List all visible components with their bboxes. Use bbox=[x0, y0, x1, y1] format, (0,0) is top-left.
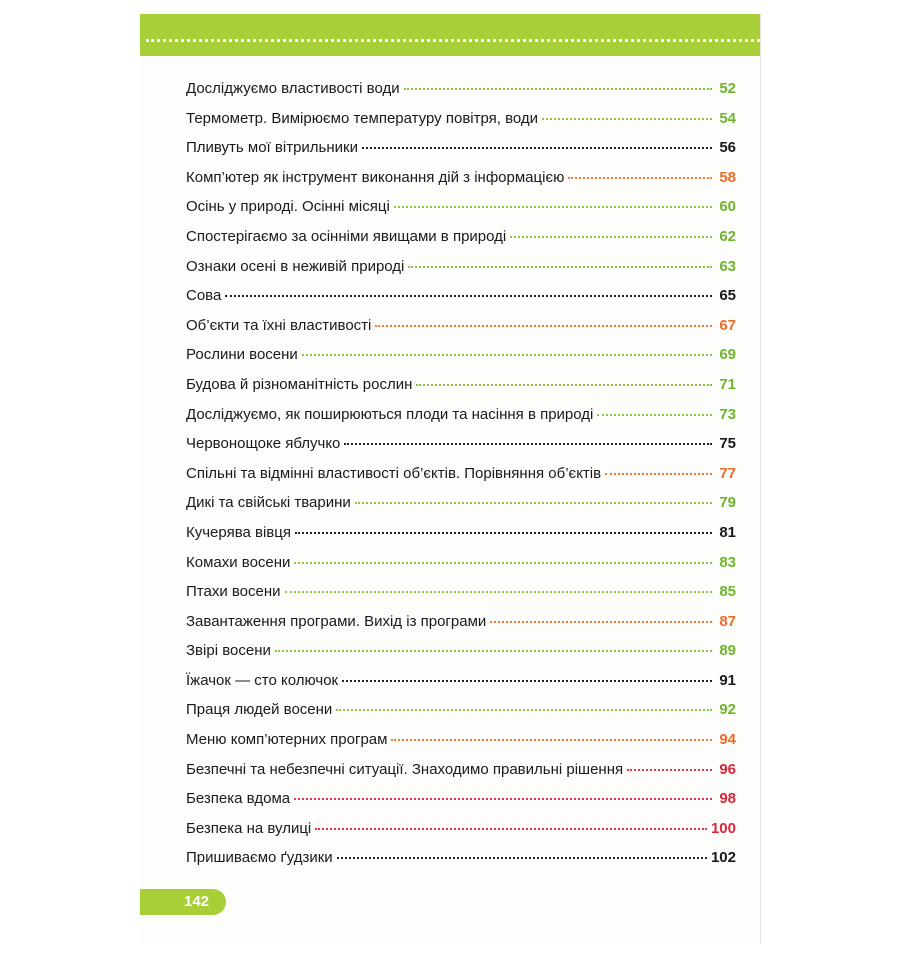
toc-entry-page: 87 bbox=[719, 612, 736, 630]
toc-entry-page: 89 bbox=[719, 642, 736, 660]
toc-entry-title: Пливуть мої вітрильники bbox=[186, 139, 358, 157]
toc-entry-title: Птахи восени bbox=[186, 583, 281, 601]
toc-entry[interactable] bbox=[186, 672, 736, 702]
dot-leader bbox=[391, 739, 712, 741]
toc-entry-title: Їжачок — сто колючок bbox=[186, 671, 339, 689]
toc-entry-page: 94 bbox=[719, 731, 736, 749]
toc-entry-page: 52 bbox=[719, 80, 736, 97]
dot-leader bbox=[404, 88, 712, 90]
toc-entry-page: 62 bbox=[719, 227, 736, 245]
toc-entry-page: 79 bbox=[719, 494, 736, 512]
dot-leader bbox=[275, 650, 712, 652]
toc-entry[interactable] bbox=[186, 524, 736, 554]
toc-entry-title: Комп’ютер як інструмент виконання дій з інформацією bbox=[186, 168, 565, 186]
toc-entry-title: Спостерігаємо за осінніми явищами в природі bbox=[186, 227, 507, 245]
dot-leader bbox=[408, 266, 712, 268]
toc-entry-title: Меню комп’ютерних програм bbox=[186, 731, 388, 749]
toc-entry[interactable] bbox=[186, 849, 736, 879]
dot-leader bbox=[568, 177, 712, 179]
toc-entry[interactable] bbox=[186, 494, 736, 524]
page-number: 142 bbox=[184, 893, 210, 910]
toc-entry-title: Спільні та відмінні властивості об’єктів. Порівняння об’єктів bbox=[186, 464, 602, 482]
toc-entry-page: 100 bbox=[710, 819, 736, 837]
toc-entry-title: Праця людей восени bbox=[186, 701, 333, 719]
toc-entry-title: Безпека на вулиці bbox=[186, 819, 312, 837]
dot-leader bbox=[362, 147, 712, 149]
dotted-divider bbox=[146, 39, 760, 42]
dot-leader bbox=[342, 680, 712, 682]
toc-entry-title: Червонощоке яблучко bbox=[186, 435, 341, 453]
toc-entry[interactable] bbox=[186, 820, 736, 850]
dot-leader bbox=[315, 828, 707, 830]
dot-leader bbox=[344, 443, 712, 445]
dot-leader bbox=[375, 325, 712, 327]
toc-entry[interactable] bbox=[186, 80, 736, 110]
toc-entry[interactable] bbox=[186, 376, 736, 406]
book-page bbox=[140, 14, 760, 944]
toc-entry-title: Безпечні та небезпечні ситуації. Знаходимо правильні рішення bbox=[186, 760, 624, 778]
table-of-contents bbox=[186, 80, 736, 879]
toc-entry-page: 75 bbox=[719, 435, 736, 453]
toc-entry-title: Завантаження програми. Вихід із програми bbox=[186, 612, 487, 630]
dot-leader bbox=[337, 857, 707, 859]
toc-entry[interactable] bbox=[186, 258, 736, 288]
toc-entry[interactable] bbox=[186, 435, 736, 465]
dot-leader bbox=[510, 236, 712, 238]
toc-entry-title: Кучерява вівця bbox=[186, 523, 291, 541]
toc-entry-page: 85 bbox=[719, 583, 736, 601]
toc-entry-title: Об’єкти та їхні властивості bbox=[186, 316, 372, 334]
toc-entry[interactable] bbox=[186, 287, 736, 317]
toc-entry[interactable] bbox=[186, 169, 736, 199]
toc-entry-page: 71 bbox=[719, 375, 736, 393]
dot-leader bbox=[605, 473, 712, 475]
toc-entry-page: 92 bbox=[719, 701, 736, 719]
dot-leader bbox=[295, 532, 712, 534]
toc-entry-page: 56 bbox=[719, 139, 736, 157]
dot-leader bbox=[225, 295, 712, 297]
toc-entry[interactable] bbox=[186, 554, 736, 584]
dot-leader bbox=[285, 591, 712, 593]
toc-entry-title: Сова bbox=[186, 287, 222, 305]
toc-entry-page: 69 bbox=[719, 346, 736, 364]
toc-entry-page: 58 bbox=[719, 168, 736, 186]
dot-leader bbox=[294, 798, 712, 800]
toc-entry[interactable] bbox=[186, 139, 736, 169]
toc-entry-page: 81 bbox=[719, 523, 736, 541]
toc-entry-page: 91 bbox=[719, 671, 736, 689]
dot-leader bbox=[597, 414, 712, 416]
toc-entry-title: Пришиваємо ґудзики bbox=[186, 849, 333, 867]
toc-entry[interactable] bbox=[186, 406, 736, 436]
toc-entry-title: Комахи восени bbox=[186, 553, 291, 571]
toc-entry[interactable] bbox=[186, 761, 736, 791]
toc-entry-page: 83 bbox=[719, 553, 736, 571]
toc-entry[interactable] bbox=[186, 701, 736, 731]
toc-entry[interactable] bbox=[186, 790, 736, 820]
dot-leader bbox=[490, 621, 712, 623]
toc-entry-page: 65 bbox=[719, 287, 736, 305]
toc-entry[interactable] bbox=[186, 613, 736, 643]
toc-entry-page: 98 bbox=[719, 790, 736, 808]
toc-entry[interactable] bbox=[186, 110, 736, 140]
toc-entry[interactable] bbox=[186, 198, 736, 228]
page-number-tab bbox=[140, 889, 226, 915]
dot-leader bbox=[302, 354, 712, 356]
toc-entry[interactable] bbox=[186, 465, 736, 495]
toc-entry[interactable] bbox=[186, 731, 736, 761]
toc-entry[interactable] bbox=[186, 642, 736, 672]
toc-entry[interactable] bbox=[186, 317, 736, 347]
toc-entry-title: Рослини восени bbox=[186, 346, 298, 364]
toc-entry[interactable] bbox=[186, 228, 736, 258]
dot-leader bbox=[394, 206, 712, 208]
dot-leader bbox=[416, 384, 712, 386]
toc-entry-page: 96 bbox=[719, 760, 736, 778]
toc-entry-page: 60 bbox=[719, 198, 736, 216]
toc-entry-page: 54 bbox=[719, 109, 736, 127]
header-band bbox=[140, 14, 760, 56]
toc-entry-page: 77 bbox=[719, 464, 736, 482]
toc-entry-title: Осінь у природі. Осінні місяці bbox=[186, 198, 390, 216]
toc-entry-title: Звірі восени bbox=[186, 642, 271, 660]
toc-entry-title: Термометр. Вимірюємо температуру повітря, води bbox=[186, 109, 539, 127]
dot-leader bbox=[542, 118, 712, 120]
dot-leader bbox=[336, 709, 712, 711]
toc-entry-page: 73 bbox=[719, 405, 736, 423]
toc-entry-page: 67 bbox=[719, 316, 736, 334]
toc-entry-page: 63 bbox=[719, 257, 736, 275]
toc-entry-title: Будова й різноманітність рослин bbox=[186, 375, 413, 393]
toc-entry-title: Досліджуємо, як поширюються плоди та насіння в природі bbox=[186, 405, 594, 423]
dot-leader bbox=[294, 562, 712, 564]
toc-entry-title: Безпека вдома bbox=[186, 790, 291, 808]
dot-leader bbox=[355, 502, 712, 504]
toc-entry[interactable] bbox=[186, 346, 736, 376]
toc-entry[interactable] bbox=[186, 583, 736, 613]
dot-leader bbox=[627, 769, 712, 771]
toc-entry-title: Дикі та свійські тварини bbox=[186, 494, 351, 512]
toc-entry-title: Ознаки осені в неживій природі bbox=[186, 257, 405, 275]
toc-entry-title: Досліджуємо властивості води bbox=[186, 80, 400, 97]
toc-entry-page: 102 bbox=[710, 849, 736, 867]
